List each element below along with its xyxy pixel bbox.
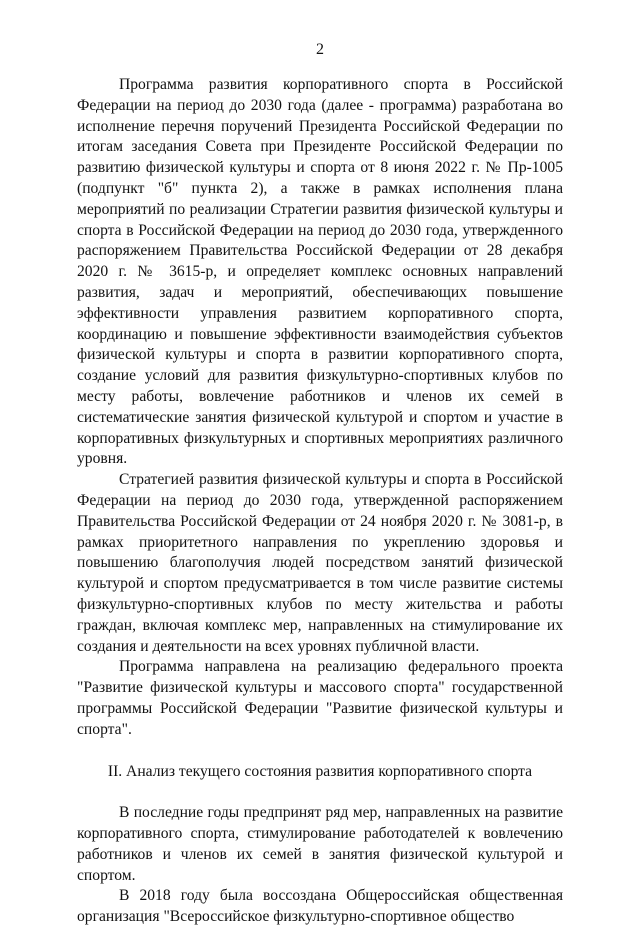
paragraph-strategy: Стратегией развития физической культуры и спорта в Российской Федерации на период до 2030 года, утвержденной распоряжением Правительства Российской Федерации от 24 ноября 2020 г. № 3081-р, в рамках приоритетного направления по укреплению здоровья и повышению благополучия людей посредством занятий физической культурой и спортом предусматривается в том числе развитие системы физкультурно-спортивных клубов по месту жительства и работы граждан, включая комплекс мер, направленных на стимулирование их создания и деятельности на всех уровнях публичной власти. (77, 471, 563, 655)
paragraph-program-purpose: Программа развития корпоративного спорта в Российской Федерации на период до 2030 года (далее - программа) разработана во исполнение перечня поручений Президента Российской Федерации по итогам заседания Совета при Президенте Российской Федерации по развитию физической культуры и спорта от 8 июня 2022 г. № Пр-1005 (подпункт "б" пункта 2), а также в рамках исполнения плана мероприятий по реализации Стратегии развития физической культуры и спорта в Российской Федерации на период до 2030 года, утвержденного распоряжением Правительства Российской Федерации от 28 декабря 2020 г. № 3615-р, и определяет комплекс основных направлений развития, задач и мероприятий, обеспечивающих повышение эффективности управления развитием корпоративного спорта, координацию и повышение эффективности взаимодействия субъектов физической культуры и спорта в развитии корпоративного спорта, создание условий для развития физкультурно-спортивных клубов по месту работы, вовлечение работников и членов их семей в систематические занятия физической культурой и спортом и участие в корпоративных физкультурных и спортивных мероприятиях различного уровня. (77, 76, 563, 468)
paragraph-recent-measures: В последние годы предпринят ряд мер, направленных на развитие корпоративного спорта, стимулирование работодателей к вовлечению работников и членов их семей в занятия физической культурой и спортом. (77, 804, 563, 884)
page-number: 2 (316, 41, 324, 58)
section-heading: II. Анализ текущего состояния развития корпоративного спорта (107, 762, 533, 780)
document-body (77, 75, 563, 928)
paragraph-2018-organization: В 2018 году была воссоздана Общероссийская общественная организация "Всероссийское физкультурно-спортивное общество (77, 887, 563, 926)
paragraph-federal-project: Программа направлена на реализацию федерального проекта "Развитие физической культуры и массового спорта" государственной программы Российской Федерации "Развитие физической культуры и спорта". (77, 658, 563, 738)
